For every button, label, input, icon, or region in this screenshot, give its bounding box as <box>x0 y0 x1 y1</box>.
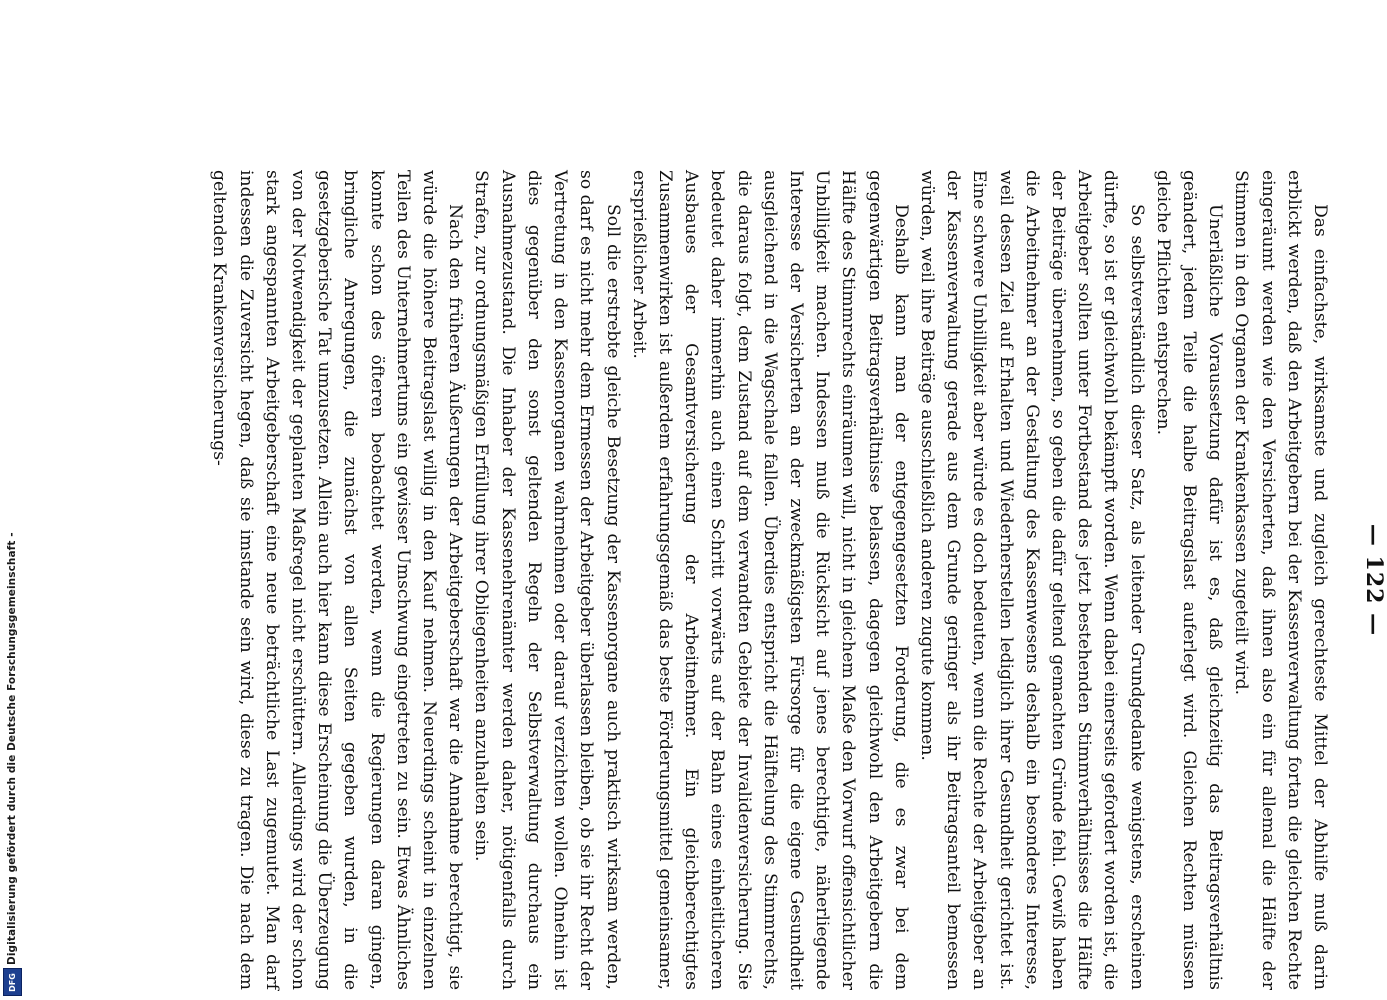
paragraph-6: Nach den früheren Äußerungen der Arbeitgeberschaft war die Annahme berechtigt, sie würde die höhere Beitragslast willig in den Kauf nehmen. Neuerdings scheint in einzelnen Teilen des Unternehmertums ein gewisser Umschwung eingetreten zu sein. Etwas Ähnliches konnte schon des öfteren beobachtet werden, wenn die Regierungen daran gingen, bringliche Anregungen, die zunächst von allen Seiten gegeben wurden, in die gesetzgeberische Tat umzusetzen. Allein auch hier kann diese Erscheinung die Überzeugung von der Notwendigkeit der geplanten Maßregel nicht erschüttern. Allerdings wird der schon stark angespannten Arbeitgeberschaft eine neue beträchtliche Last zugemutet. Man darf indessen die Zuversicht hegen, daß sie imstande sein wird, diese zu tragen. Die nach dem geltenden Krankenversicherungs- <box>209 170 466 990</box>
digitization-footer <box>0 0 24 1000</box>
dfg-logo <box>3 968 22 996</box>
paragraph-1: Das einfachste, wirksamste und zugleich gerechteste Mittel der Abhilfe muß darin erblickt werden, daß den Arbeitgebern bei der Kassenverwaltung fortan die gleichen Rechte eingeräumt werden wie den Versicherten, daß ihnen also ein für allemal die Hälfte der Stimmen in den Organen der Krankenkassen zugeteilt wird. <box>1231 170 1330 990</box>
page-number: — 122 — <box>1361 523 1387 637</box>
dfg-logo-text: DFG <box>8 972 18 992</box>
digitization-credit-text: Digitalisierung gefördert durch die Deutsche Forschungsgemeinschaft - <box>6 532 18 965</box>
paragraph-3: So selbstverständlich dieser Satz, als leitender Grundgedanke wenigstens, erscheinen dürfte, so ist er gleichwohl bekämpft worden. Wenn dabei einerseits gefordert worden ist, die Arbeitgeber sollten unter Fortbestand des jetzt bestehenden Stimmverhältnisses die Hälfte der Beiträge übernehmen, so geben die dafür geltend gemachten Gründe fehl. Gewiß haben die Arbeitnehmer an der Gestaltung des Kassenwesens deshalb ein besonderes Interesse, weil dessen Ziel auf Erhalten und Wiederherstellen lediglich ihrer Gesundheit gerichtet ist. Eine schwere Unbilligkeit aber würde es doch bedeuten, wenn die Rechte der Arbeitgeber an der Kassenverwaltung gerade aus dem Grunde geringer als ihr Beitragsanteil bemessen würden, weil ihre Beiträge ausschließlich anderen zugute kommen. <box>916 170 1147 990</box>
paragraph-2: Unerläßliche Voraussetzung dafür ist es, daß gleichzeitig das Beitragsverhältnis geändert, jedem Teile die halbe Beitragslast auferlegt wird. Gleichen Rechten müssen gleiche Pflichten entsprechen. <box>1152 170 1226 990</box>
paragraph-4: Deshalb kann man der entgegengesetzten Forderung, die es zwar bei dem gegenwärtigen Beitragsverhältnisse belassen, dagegen gleichwohl den Arbeitgebern die Hälfte des Stimmrechts einräumen will, nicht in gleichem Maße den Vorwurf offensichtlicher Unbilligkeit machen. Indessen muß die Rücksicht auf jenes berechtigte, näherliegende Interesse der Versicherten an der zweckmäßigsten Fürsorge für die eigene Gesundheit ausgleichend in die Wagschale fallen. Überdies entspricht die Hälftelung des Stimmrechts, die daraus folgt, dem Zustand auf dem verwandten Gebiete der Invalidenversicherung. Sie bedeutet daher immerhin auch einen Schritt vorwärts auf der Bahn eines einheitlicheren Ausbaues der Gesamtversicherung der Arbeitnehmer. Ein gleichberechtigtes Zusammenwirken ist außerdem erfahrungsgemäß das beste Förderungsmittel gemeinsamer, ersprießlicher Arbeit. <box>628 170 911 990</box>
paragraph-5: Soll die erstrebte gleiche Besetzung der Kassenorgane auch praktisch wirksam werden, so darf es nicht mehr dem Ermessen der Arbeitgeber überlassen bleiben, ob sie ihr Recht der Vertretung in den Kassenorganen wahrnehmen oder darauf verzichten wollen. Ohnehin ist dies gegenüber den sonst geltenden Regeln der Selbstverwaltung durchaus ein Ausnahmezustand. Die Inhaber der Kassenehrenämter werden daher, nötigenfalls durch Strafen, zur ordnungsmäßigen Erfüllung ihrer Obliegenheiten anzuhalten sein. <box>471 170 623 990</box>
rotated-page-content <box>206 170 1387 990</box>
